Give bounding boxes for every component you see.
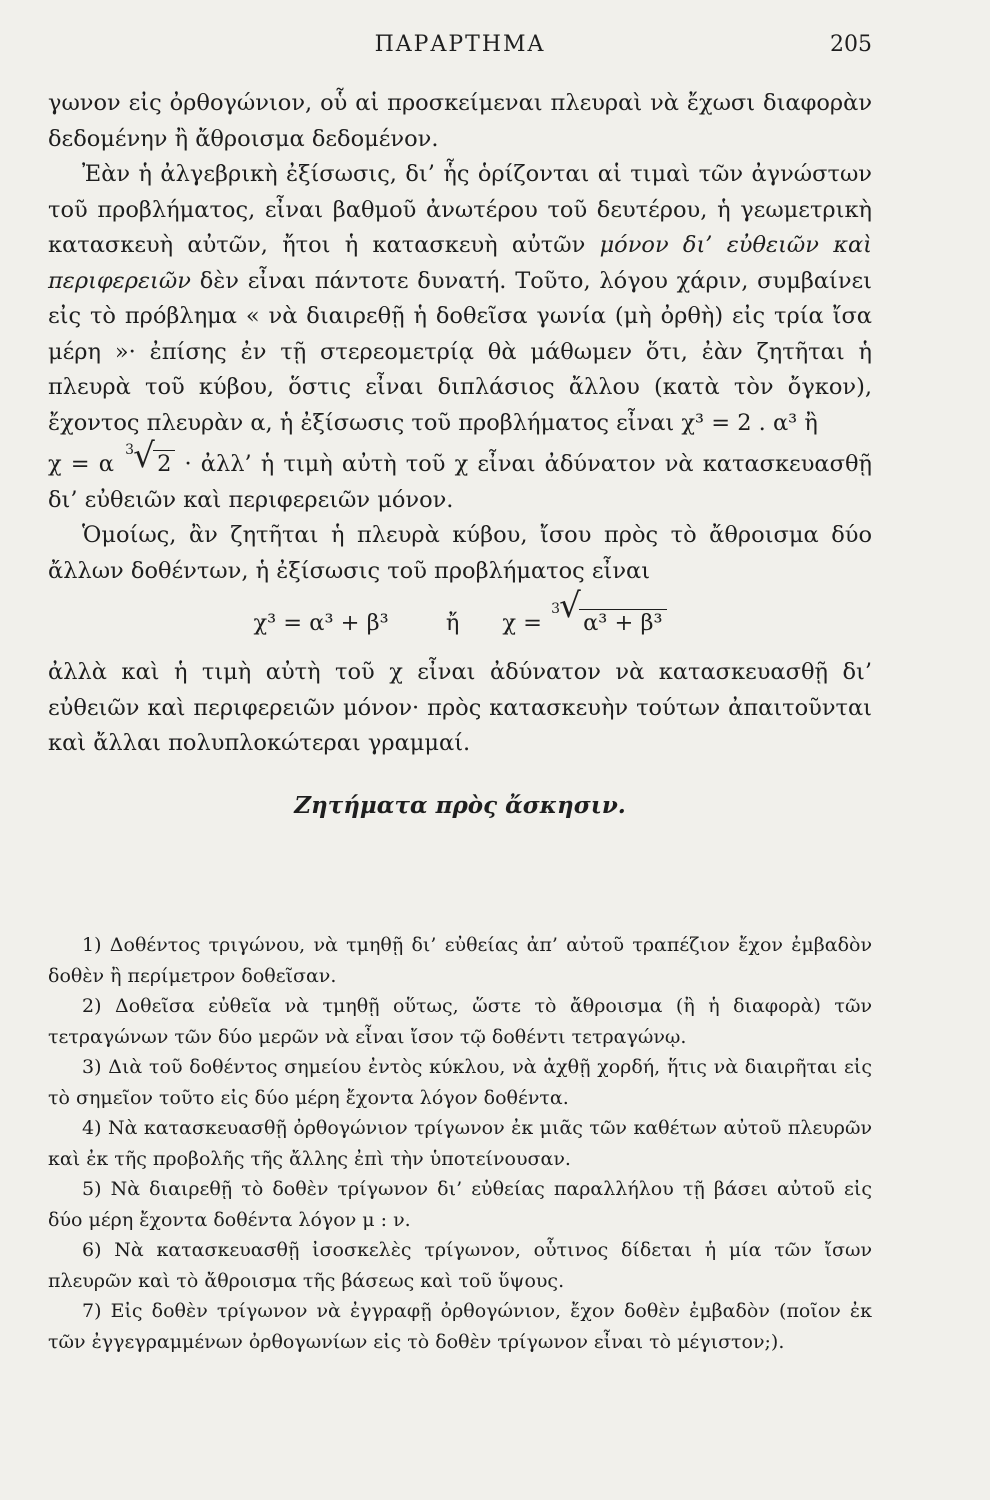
page-number: 205 [830, 32, 872, 57]
exercise-item: 6) Νὰ κατασκευασθῇ ἰσοσκελὲς τρίγωνον, οὗτινος δίδεται ἡ μία τῶν ἴσων πλευρῶν καὶ τὸ ἄθροισμα τῆς βάσεως καὶ τοῦ ὕψους. [48, 1239, 872, 1292]
radicand-1: 2 [153, 450, 175, 477]
radical-sign-icon: √ [559, 586, 581, 626]
paragraph-2-after-formula: · ἀλλ’ ἡ τιμὴ αὐτὴ τοῦ χ εἶναι ἀδύνατον νὰ κατασκευασθῇ δι’ εὐθειῶν καὶ περιφερειῶν μόνον. [48, 451, 872, 513]
exercise-item: 3) Διὰ τοῦ δοθέντος σημείου ἐντὸς κύκλου, νὰ ἀχθῇ χορδή, ἥτις νὰ διαιρῆται εἰς τὸ σημεῖον τοῦτο εἰς δύο μέρη ἔχοντα λόγον δοθέντα. [48, 1056, 872, 1109]
formula-line-1 [48, 436, 872, 518]
formula-1-lhs: χ = α [48, 451, 114, 477]
radicand-2: α³ + β³ [579, 609, 666, 636]
formula-2-or: ἤ [445, 610, 460, 636]
cube-root-1 [123, 436, 175, 483]
exercise-item: 2) Δοθεῖσα εὐθεῖα νὰ τμηθῇ οὕτως, ὥστε τὸ ἄθροισμα (ἢ ἡ διαφορὰ) τῶν τετραγώνων τῶν δύο μερῶν νὰ εἶναι ἴσον τῷ δοθέντι τετραγώνῳ. [48, 995, 872, 1048]
exercise-item: 7) Εἰς δοθὲν τρίγωνον νὰ ἐγγραφῇ ὀρθογώνιον, ἔχον δοθὲν ἐμβαδὸν (ποῖον ἐκ τῶν ἐγγεγραμμένων ὀρθογωνίων εἰς τὸ δοθὲν τρίγωνον εἶναι τὸ μέγιστον;). [48, 1300, 872, 1353]
running-title: ΠΑΡΑΡΤΗΜΑ [374, 32, 546, 57]
root-index-1: 3 [125, 442, 134, 458]
exercise-item: 4) Νὰ κατασκευασθῇ ὀρθογώνιον τρίγωνον ἐκ μιᾶς τῶν καθέτων αὐτοῦ πλευρῶν καὶ ἐκ τῆς προβολῆς τῆς ἄλλης ἐπὶ τὴν ὑποτείνουσαν. [48, 1117, 872, 1170]
cube-root-2 [549, 586, 666, 649]
paragraph-2-end: δὲν εἶναι πάντοτε δυνατή. Τοῦτο, λόγου χάριν, συμβαίνει εἰς τὸ πρόβλημα « νὰ διαιρεθῇ ἡ δοθεῖσα γωνία (μὴ ὀρθὴ) εἰς τρία ἴσα μέρη »· ἐπίσης ἐν τῇ στερεομετρίᾳ θὰ μάθωμεν ὅτι, ἐὰν ζητῆται ἡ πλευρὰ τοῦ κύβου, ὅστις εἶναι διπλάσιος ἄλλου (κατὰ τὸν ὄγκον), ἔχοντος πλευρὰν α, ἡ ἐξίσωσις τοῦ προβλήματος εἶναι χ³ = 2 . α³ ἢ [48, 267, 873, 436]
radical-sign-icon: √ [133, 436, 155, 476]
paragraph-1: γωνον εἰς ὀρθογώνιον, οὗ αἱ προσκείμεναι πλευραὶ νὰ ἔχωσι διαφορὰν δεδομένην ἢ ἄθροισμα δεδομένον. [48, 90, 872, 152]
exercise-item: 5) Νὰ διαιρεθῇ τὸ δοθὲν τρίγωνον δι’ εὐθείας παραλλήλου τῇ βάσει αὐτοῦ εἰς δύο μέρη ἔχοντα δοθέντα λόγον μ : ν. [48, 1178, 872, 1231]
root-index-2: 3 [551, 601, 561, 617]
paragraph-3: Ὁμοίως, ἂν ζητῆται ἡ πλευρὰ κύβου, ἴσου πρὸς τὸ ἄθροισμα δύο ἄλλων δοθέντων, ἡ ἐξίσωσις τοῦ προβλήματος εἶναι [48, 522, 872, 584]
formula-2-lhs: χ = [502, 610, 542, 636]
paragraph-2 [48, 157, 872, 441]
formula-2-left: χ³ = α³ + β³ [253, 610, 389, 636]
paragraph-2-italic: μόνον δι’ εὐθειῶν καὶ περιφερειῶν [48, 232, 872, 294]
exercise-item: 1) Δοθέντος τριγώνου, νὰ τμηθῇ δι’ εὐθείας ἀπ’ αὐτοῦ τραπέζιον ἔχον ἐμβαδὸν δοθὲν ἢ περίμετρον δοθεῖσαν. [48, 934, 872, 987]
page-header [48, 28, 872, 62]
exercise-list [48, 930, 872, 1357]
main-text [48, 86, 872, 837]
paragraph-4: ἀλλὰ καὶ ἡ τιμὴ αὐτὴ τοῦ χ εἶναι ἀδύνατον νὰ κατασκευασθῇ δι’ εὐθειῶν καὶ περιφερειῶν μόνον· πρὸς κατασκευὴν τούτων ἀπαιτοῦνται καὶ ἄλλαι πολυπλοκώτεραι γραμμαί. [48, 659, 872, 756]
formula-line-2 [48, 586, 872, 649]
paragraph-2-start: Ἐὰν ἡ ἀλγεβρικὴ ἐξίσωσις, δι’ ἧς ὁρίζονται αἱ τιμαὶ τῶν ἀγνώστων τοῦ προβλήματος, εἶναι βαθμοῦ ἀνωτέρου τοῦ δευτέρου, ἡ γεωμετρικὴ κατασκευὴ αὐτῶν, ἤτοι ἡ κατασκευὴ αὐτῶν [48, 161, 872, 258]
section-title: Ζητήματα πρὸς ἄσκησιν. [294, 791, 626, 819]
